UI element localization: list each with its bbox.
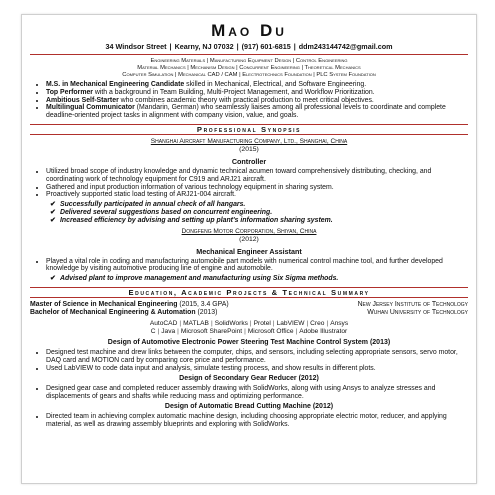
skills-block (30, 320, 468, 337)
job-year: (2012) (239, 235, 259, 243)
skill-item: Adobe Illustrator (299, 328, 348, 336)
project-bullet: • Designed test machine and drew links between the computer, chips, and sensors, including selecting appropriate sensors, servo motor, DAQ card and MOTION card by comparing core price and performance. (46, 349, 468, 365)
header-divider (30, 54, 468, 55)
skill-item: SolidWorks (214, 319, 248, 327)
keyword: Mechanical CAD / CAM (178, 72, 238, 78)
keyword: Electrotechnics Foundation (242, 72, 312, 78)
job-company: Shanghai Aircraft Manufacturing Company, Ltd., Shanghai, China (150, 137, 348, 145)
education-detail: (2015, 3.4 GPA) (177, 300, 229, 308)
keyword-separator: | (291, 58, 296, 64)
skill-separator: | (210, 319, 213, 327)
education-row (30, 301, 468, 309)
education-degree: Bachelor of Mechanical Engineering & Automation (30, 308, 196, 316)
skill-separator: | (157, 328, 160, 336)
skills-line (30, 328, 468, 337)
education-degree-block (30, 309, 217, 317)
contact-line: 34 Windsor Street | Kearny, NJ 07032 | (917) 601-6815 | ddm243144742@gmail.com (105, 42, 393, 51)
summary-item-lead: M.S. in Mechanical Engineering Candidate (46, 81, 185, 88)
project-title: Design of Automotive Electronic Power Steering Test Machine Control System (2013) (107, 338, 391, 346)
skill-item: MATLAB (183, 319, 209, 327)
job-role: Controller (231, 156, 267, 166)
job-bullet: • Proactively supported static load testing of ARJ21-004 aircraft. (46, 191, 468, 199)
keyword: Engineering Materials (150, 58, 206, 64)
resume-page (21, 14, 477, 484)
skill-item: Ansys (330, 319, 349, 327)
summary-item (46, 104, 468, 120)
job-bullet: • Gathered and input production information of various technology equipment in sharing system. (46, 184, 468, 192)
job-entry (30, 138, 468, 225)
skill-separator: | (177, 328, 179, 336)
skill-item: Protel (253, 319, 271, 327)
summary-item-text: with a background in Team Building, Multi-Project Management, and Workflow Prioritization. (92, 88, 375, 96)
checkmark-icon: ✔ (50, 275, 56, 283)
contact-address: 34 Windsor Street (105, 42, 167, 51)
skill-item: Creo (310, 319, 325, 327)
job-bullet: • Utilized broad scope of industry knowledge and dynamic technical acumen toward comprehensively distributing, checking, and coordinating work of technology equipment for C919 and ARJ21 aircraft. (46, 168, 468, 184)
skill-separator: | (249, 319, 252, 327)
project-title: Design of Automatic Bread Cutting Machine (2012) (164, 402, 334, 410)
skill-separator: | (244, 328, 246, 336)
education-degree: Master of Science in Mechanical Engineering (30, 300, 178, 308)
job-bullet: • Played a vital role in coding and manufacturing automobile part models with numerical control machine tool, and further developed knowledge by visiting automotive producing line of engine and automobile. (46, 258, 468, 274)
project-bullet: • Designed gear case and completed reducer assembly drawing with SolidWorks, along with using Ansys to analyze stresses and displacements of gears and shafts while reducing mass and optimizing performance. (46, 385, 468, 401)
achievement-item (50, 275, 468, 283)
resume-content (30, 21, 468, 429)
summary-item-text: (Mandarin, German) who seamlessly liaises among all professional levels to coordinate and complete deadline-oriented project tasks in alignment with company vision, value, and goals. (46, 104, 446, 120)
contact-phone: (917) 601-6815 (241, 42, 291, 51)
keyword: Mechanism Design (190, 65, 235, 71)
keyword-separator: | (234, 65, 240, 71)
summary-item-text: who combines academic theory with practical production to meet critical objectives. (118, 96, 374, 104)
checkmark-icon: ✔ (50, 216, 56, 224)
education-degree-block (30, 301, 229, 309)
skill-item: AutoCAD (149, 319, 178, 327)
project-bullets (30, 413, 468, 429)
job-entry (30, 228, 468, 283)
education-block (30, 301, 468, 317)
keyword: Computer Simulation (122, 72, 174, 78)
candidate-name: Mao Du (211, 21, 287, 40)
keyword-separator: | (311, 72, 317, 78)
job-achievements (30, 275, 468, 283)
project-entry (30, 339, 468, 373)
job-bullets (30, 168, 468, 199)
summary-item-lead: Top Performer (46, 88, 93, 96)
keyword-separator: | (205, 58, 210, 64)
skill-item: C (150, 328, 156, 336)
achievement-item (50, 216, 468, 225)
skill-separator: | (326, 319, 329, 327)
job-achievements (30, 201, 468, 224)
job-company: Dongfeng Motor Corporation, Shiyan, China (181, 227, 317, 235)
education-school: New Jersey Institute of Technology (357, 300, 468, 308)
keyword-separator: | (299, 65, 305, 71)
summary-item (46, 97, 468, 105)
job-bullets (30, 258, 468, 274)
skill-separator: | (295, 328, 298, 336)
keyword: Theoretical Mechanics (304, 65, 361, 71)
checkmark-icon: ✔ (50, 208, 56, 216)
summary-item-lead: Multilingual Communicator (46, 104, 135, 112)
keyword-separator: | (185, 65, 191, 71)
projects-block (30, 339, 468, 429)
keyword-line (30, 65, 468, 72)
skill-item: LabVIEW (276, 319, 305, 327)
job-year: (2015) (239, 145, 259, 153)
skill-separator: | (179, 319, 182, 327)
keyword: PLC System Foundation (316, 72, 376, 78)
achievement-text: Advised plant to improve management and manufacturing using Six Sigma methods. (60, 275, 339, 283)
keyword-separator: | (237, 72, 243, 78)
summary-item-text: skilled in Mechanical, Electrical, and Software Engineering. (184, 81, 367, 88)
keyword-block (30, 58, 468, 79)
education-detail: (2013) (195, 308, 218, 316)
summary-item (46, 89, 468, 97)
project-bullet: • Directed team in achieving complex automatic machine design, including choosing appropriate electric motor, reducer, and applying material, as well as drawing assembly blueprints and exploring with SolidWorks. (46, 413, 468, 429)
skills-line (30, 320, 468, 329)
achievement-text: Delivered several suggestions based on concurrent engineering. (60, 208, 273, 216)
keyword-line (30, 58, 468, 65)
project-bullet: • Used LabVIEW to code data input and analysis, simulate testing process, and show results in different plots. (46, 365, 468, 373)
section-education: Education, Academic Projects & Technical Summary (30, 287, 468, 298)
skill-item: Microsoft Office (247, 328, 294, 336)
keyword-line (30, 72, 468, 79)
education-school: Wuhan University of Technology (367, 308, 468, 316)
achievement-item (50, 208, 468, 217)
achievement-item (50, 201, 468, 209)
project-title: Design of Secondary Gear Reducer (2012) (179, 374, 319, 382)
keyword: Control Engineering (295, 58, 348, 64)
summary-list (30, 81, 468, 120)
keyword-separator: | (173, 72, 179, 78)
achievement-text: Successfully participated in annual check of all hangars. (60, 201, 246, 209)
project-entry (30, 375, 468, 401)
keyword: Concurrent Engineering (239, 65, 300, 71)
project-bullets (30, 385, 468, 401)
job-role: Mechanical Engineer Assistant (196, 246, 302, 256)
skill-item: Java (161, 328, 176, 336)
checkmark-icon: ✔ (50, 201, 56, 209)
skill-item: Microsoft SharePoint (180, 328, 243, 336)
summary-item-lead: Ambitious Self-Starter (46, 96, 119, 104)
education-row (30, 309, 468, 317)
project-entry (30, 403, 468, 429)
contact-email[interactable]: ddm243144742@gmail.com (298, 42, 393, 51)
keyword: Manufacturing Equipment Design (209, 58, 292, 64)
project-bullets (30, 349, 468, 372)
skill-separator: | (272, 319, 275, 327)
jobs-block (30, 138, 468, 283)
section-professional-synopsis: Professional Synopsis (30, 124, 468, 135)
summary-item (46, 81, 468, 89)
skill-separator: | (306, 319, 309, 327)
contact-city: Kearny, NJ 07032 (174, 42, 234, 51)
achievement-text: Increased efficiency by advising and setting up plant's information sharing system. (60, 216, 333, 224)
keyword: Material Mechanics (137, 65, 186, 71)
